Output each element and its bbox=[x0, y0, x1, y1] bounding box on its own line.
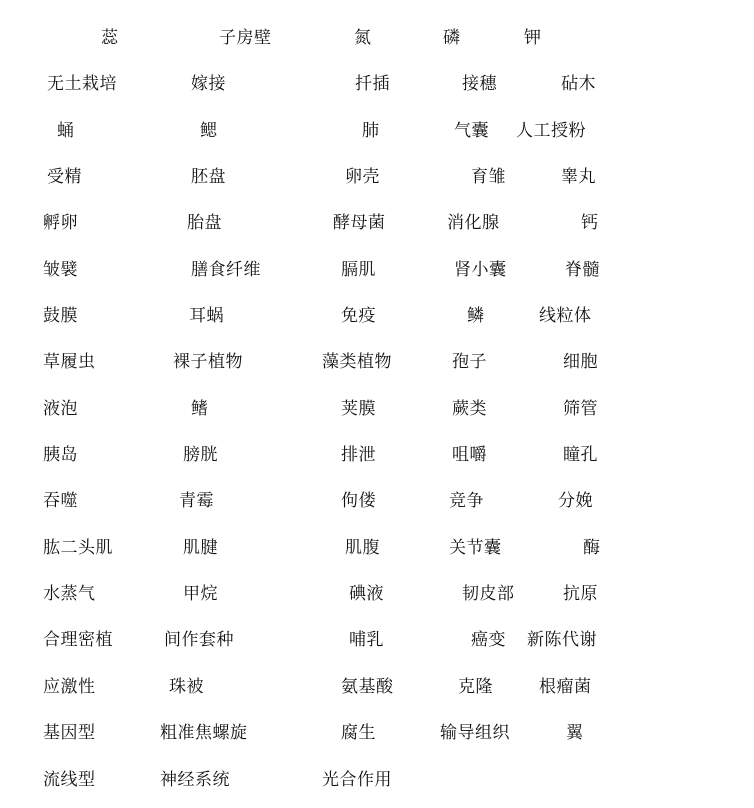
term-r0-c3: 磷 bbox=[443, 28, 461, 48]
term-r10-c3: 竞争 bbox=[449, 491, 484, 511]
term-r15-c3: 输导组织 bbox=[440, 723, 510, 743]
term-r16-c2: 光合作用 bbox=[322, 770, 392, 790]
term-r7-c3: 孢子 bbox=[452, 352, 487, 372]
term-r5-c1: 膳食纤维 bbox=[191, 260, 261, 280]
term-r6-c4: 线粒体 bbox=[539, 306, 592, 326]
term-r16-c1: 神经系统 bbox=[160, 770, 230, 790]
term-r16-c0: 流线型 bbox=[43, 770, 96, 790]
term-r8-c0: 液泡 bbox=[43, 399, 78, 419]
term-r1-c0: 无土栽培 bbox=[47, 74, 117, 94]
term-r10-c1: 青霉 bbox=[179, 491, 214, 511]
term-r8-c3: 蕨类 bbox=[452, 399, 487, 419]
term-r2-c1: 鳃 bbox=[200, 121, 218, 141]
term-r7-c2: 藻类植物 bbox=[322, 352, 392, 372]
term-r12-c2: 碘液 bbox=[349, 584, 384, 604]
term-r14-c1: 珠被 bbox=[169, 677, 204, 697]
term-r15-c4: 翼 bbox=[566, 723, 584, 743]
term-r6-c3: 鳞 bbox=[467, 306, 485, 326]
term-r11-c4: 酶 bbox=[583, 538, 601, 558]
term-r0-c1: 子房壁 bbox=[219, 28, 272, 48]
term-r2-c2: 肺 bbox=[362, 121, 380, 141]
term-r10-c2: 佝偻 bbox=[341, 491, 376, 511]
term-r15-c2: 腐生 bbox=[341, 723, 376, 743]
term-r1-c1: 嫁接 bbox=[191, 74, 226, 94]
term-r12-c1: 甲烷 bbox=[183, 584, 218, 604]
term-r3-c3: 育雏 bbox=[471, 167, 506, 187]
term-r7-c4: 细胞 bbox=[563, 352, 598, 372]
term-r8-c4: 筛管 bbox=[563, 399, 598, 419]
term-r11-c1: 肌腱 bbox=[183, 538, 218, 558]
term-r13-c4: 新陈代谢 bbox=[527, 630, 597, 650]
term-r12-c0: 水蒸气 bbox=[43, 584, 96, 604]
term-r14-c4: 根瘤菌 bbox=[539, 677, 592, 697]
term-r8-c2: 荚膜 bbox=[341, 399, 376, 419]
term-r9-c1: 膀胱 bbox=[183, 445, 218, 465]
term-r4-c1: 胎盘 bbox=[187, 213, 222, 233]
term-r12-c4: 抗原 bbox=[563, 584, 598, 604]
term-r13-c1: 间作套种 bbox=[164, 630, 234, 650]
term-r13-c3: 癌变 bbox=[471, 630, 506, 650]
term-r9-c4: 瞳孔 bbox=[563, 445, 598, 465]
term-r6-c0: 鼓膜 bbox=[43, 306, 78, 326]
term-r11-c3: 关节囊 bbox=[449, 538, 502, 558]
term-r7-c1: 裸子植物 bbox=[173, 352, 243, 372]
term-r4-c0: 孵卵 bbox=[43, 213, 78, 233]
term-r12-c3: 韧皮部 bbox=[462, 584, 515, 604]
term-r3-c0: 受精 bbox=[47, 167, 82, 187]
term-r13-c0: 合理密植 bbox=[43, 630, 113, 650]
term-r9-c3: 咀嚼 bbox=[452, 445, 487, 465]
term-r6-c2: 免疫 bbox=[341, 306, 376, 326]
term-r0-c4: 钾 bbox=[524, 28, 542, 48]
term-r4-c2: 酵母菌 bbox=[333, 213, 386, 233]
term-r3-c2: 卵壳 bbox=[345, 167, 380, 187]
term-r6-c1: 耳蜗 bbox=[189, 306, 224, 326]
term-r8-c1: 鳍 bbox=[191, 399, 209, 419]
term-r11-c2: 肌腹 bbox=[345, 538, 380, 558]
term-r1-c3: 接穗 bbox=[462, 74, 497, 94]
term-r1-c2: 扦插 bbox=[355, 74, 390, 94]
term-r11-c0: 肱二头肌 bbox=[43, 538, 113, 558]
term-r10-c4: 分娩 bbox=[558, 491, 593, 511]
term-r5-c0: 皱襞 bbox=[43, 260, 78, 280]
term-r14-c3: 克隆 bbox=[458, 677, 493, 697]
term-r5-c3: 肾小囊 bbox=[454, 260, 507, 280]
term-r5-c2: 膈肌 bbox=[341, 260, 376, 280]
term-r2-c0: 蛹 bbox=[57, 121, 75, 141]
term-r15-c0: 基因型 bbox=[43, 723, 96, 743]
term-r14-c2: 氨基酸 bbox=[341, 677, 394, 697]
term-r5-c4: 脊髓 bbox=[565, 260, 600, 280]
term-r9-c2: 排泄 bbox=[341, 445, 376, 465]
term-r7-c0: 草履虫 bbox=[43, 352, 96, 372]
term-r10-c0: 吞噬 bbox=[43, 491, 78, 511]
term-r15-c1: 粗准焦螺旋 bbox=[160, 723, 248, 743]
term-r4-c4: 钙 bbox=[581, 213, 599, 233]
term-r4-c3: 消化腺 bbox=[447, 213, 500, 233]
term-r2-c4: 人工授粉 bbox=[516, 121, 586, 141]
term-r0-c0: 蕊 bbox=[101, 28, 119, 48]
term-r13-c2: 哺乳 bbox=[349, 630, 384, 650]
term-r9-c0: 胰岛 bbox=[43, 445, 78, 465]
term-r3-c1: 胚盘 bbox=[191, 167, 226, 187]
term-r2-c3: 气囊 bbox=[454, 121, 489, 141]
term-r0-c2: 氮 bbox=[354, 28, 372, 48]
term-r1-c4: 砧木 bbox=[561, 74, 596, 94]
term-r3-c4: 睾丸 bbox=[561, 167, 596, 187]
term-r14-c0: 应激性 bbox=[43, 677, 96, 697]
